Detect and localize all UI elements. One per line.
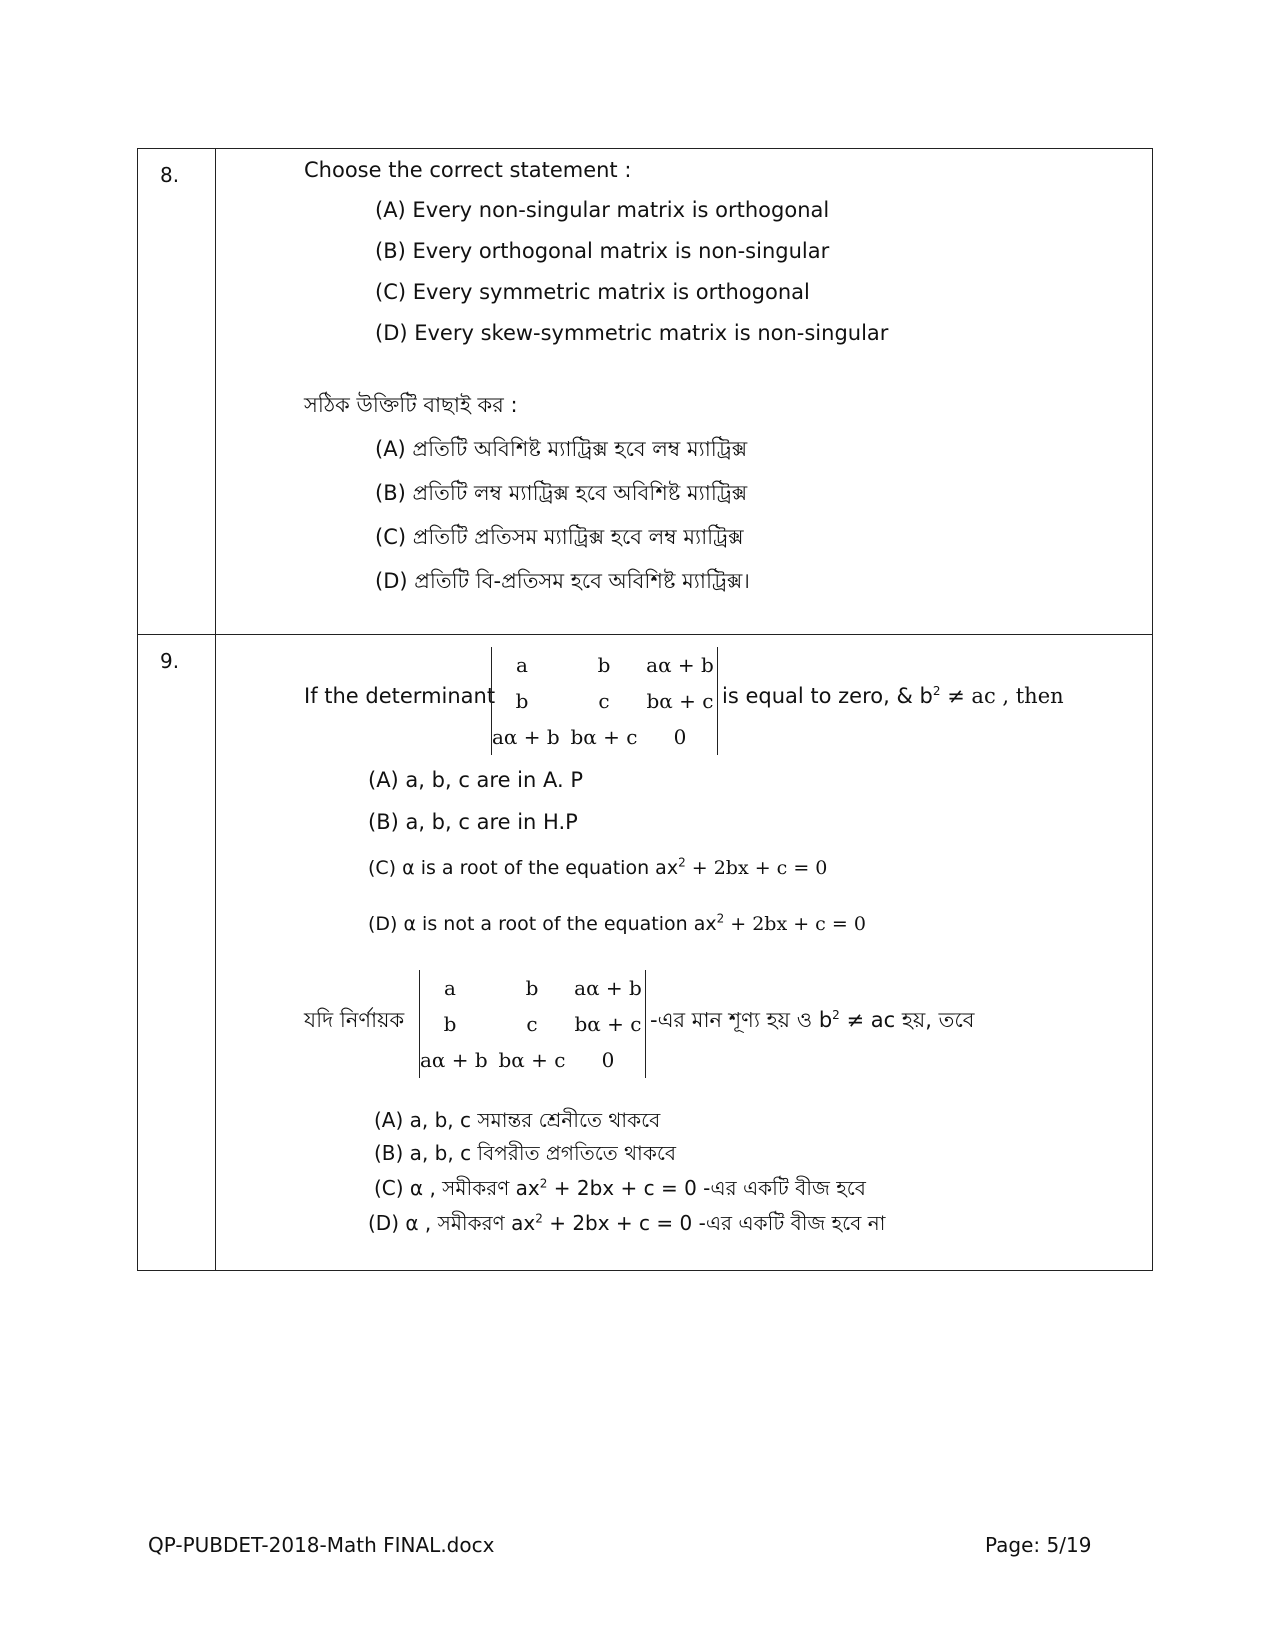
det-cell: aα + b (420, 1048, 488, 1072)
det-cell: bα + c (570, 725, 638, 749)
option-d-bn: (D) প্রতিটি বি-প্রতিসম হবে অবিশিষ্ট ম্যাট্রিক্স। (375, 569, 750, 593)
question-stem-en: Choose the correct statement : (304, 158, 632, 182)
option-text: + 2bx + c = 0 (685, 857, 828, 879)
option-a-en: (A) a, b, c are in A. P (368, 768, 584, 792)
stem-text: is equal to zero, & b (722, 684, 933, 708)
question-stem-bn-suffix (650, 1007, 975, 1033)
superscript: 2 (716, 911, 725, 926)
det-cell: a (444, 976, 456, 1000)
footer-page-number: Page: 5/19 (985, 1533, 1092, 1557)
option-b-en: (B) a, b, c are in H.P (368, 810, 578, 834)
det-cell: b (525, 976, 539, 1000)
det-cell: b (443, 1012, 457, 1036)
option-c-bn (374, 1175, 866, 1201)
option-c-bn: (C) প্রতিটি প্রতিসম ম্যাট্রিক্স হবে লম্ব ম্যাট্রিক্স (375, 525, 744, 549)
option-d-en: (D) Every skew-symmetric matrix is non-singular (375, 321, 889, 345)
option-text: (D) α , সমীকরণ ax (368, 1211, 536, 1235)
question-body (216, 149, 1153, 635)
option-a-en: (A) Every non-singular matrix is orthogonal (375, 198, 830, 222)
question-row-8 (138, 149, 1153, 635)
superscript: 2 (535, 1211, 543, 1226)
option-b-bn: (B) প্রতিটি লম্ব ম্যাট্রিক্স হবে অবিশিষ্ট ম্যাট্রিক্স (375, 481, 748, 505)
option-b-en: (B) Every orthogonal matrix is non-singular (375, 239, 830, 263)
determinant-bn (419, 970, 646, 1078)
question-stem-bn: সঠিক উক্তিটি বাছাই কর : (304, 393, 518, 417)
option-text: (C) α , সমীকরণ ax (374, 1176, 540, 1200)
superscript: 2 (832, 1008, 840, 1022)
option-a-bn: (A) a, b, c সমান্তর শ্রেনীতে থাকবে (374, 1108, 661, 1132)
superscript: 2 (539, 1176, 548, 1191)
option-text: (D) α is not a root of the equation ax (368, 913, 717, 935)
option-d-en (368, 911, 866, 937)
det-cell: bα + c (574, 1012, 642, 1036)
question-body (216, 635, 1153, 1271)
option-c-en (368, 855, 827, 881)
option-text: + 2bx + c = 0 (724, 913, 866, 935)
footer-filename: QP-PUBDET-2018-Math FINAL.docx (148, 1533, 495, 1557)
det-cell: 0 (601, 1048, 615, 1072)
question-stem-en-prefix: If the determinant (304, 684, 496, 708)
det-cell: a (516, 653, 528, 677)
det-cell: 0 (673, 725, 687, 749)
option-d-bn (368, 1210, 885, 1236)
det-cell: b (597, 653, 611, 677)
superscript: 2 (678, 855, 686, 870)
det-cell: bα + c (498, 1048, 566, 1072)
det-cell: bα + c (646, 689, 714, 713)
stem-text: ≠ ac , then (940, 684, 1064, 708)
option-c-en: (C) Every symmetric matrix is orthogonal (375, 280, 810, 304)
superscript: 2 (932, 684, 941, 698)
question-row-9 (138, 635, 1153, 1271)
option-text: + 2bx + c = 0 -এর একটি বীজ হবে না (542, 1211, 886, 1235)
question-stem-bn-prefix: যদি নির্ণায়ক (304, 1008, 405, 1032)
stem-text: ≠ ac হয়, তবে (839, 1008, 975, 1032)
question-number: 9. (138, 635, 216, 1271)
determinant-en (491, 647, 718, 755)
question-table (137, 148, 1153, 1271)
det-cell: aα + b (492, 725, 560, 749)
det-cell: c (598, 689, 610, 713)
option-text: (C) α is a root of the equation ax (368, 857, 679, 879)
question-stem-en-suffix (722, 683, 1064, 709)
option-b-bn: (B) a, b, c বিপরীত প্রগতিতে থাকবে (374, 1141, 677, 1165)
det-cell: aα + b (574, 976, 642, 1000)
option-a-bn: (A) প্রতিটি অবিশিষ্ট ম্যাট্রিক্স হবে লম্ব ম্যাট্রিক্স (375, 437, 748, 461)
option-text: + 2bx + c = 0 -এর একটি বীজ হবে (547, 1176, 866, 1200)
det-cell: c (526, 1012, 538, 1036)
det-cell: b (515, 689, 529, 713)
stem-text: -এর মান শূণ্য হয় ও b (650, 1008, 833, 1032)
question-number: 8. (138, 149, 216, 635)
det-cell: aα + b (646, 653, 714, 677)
